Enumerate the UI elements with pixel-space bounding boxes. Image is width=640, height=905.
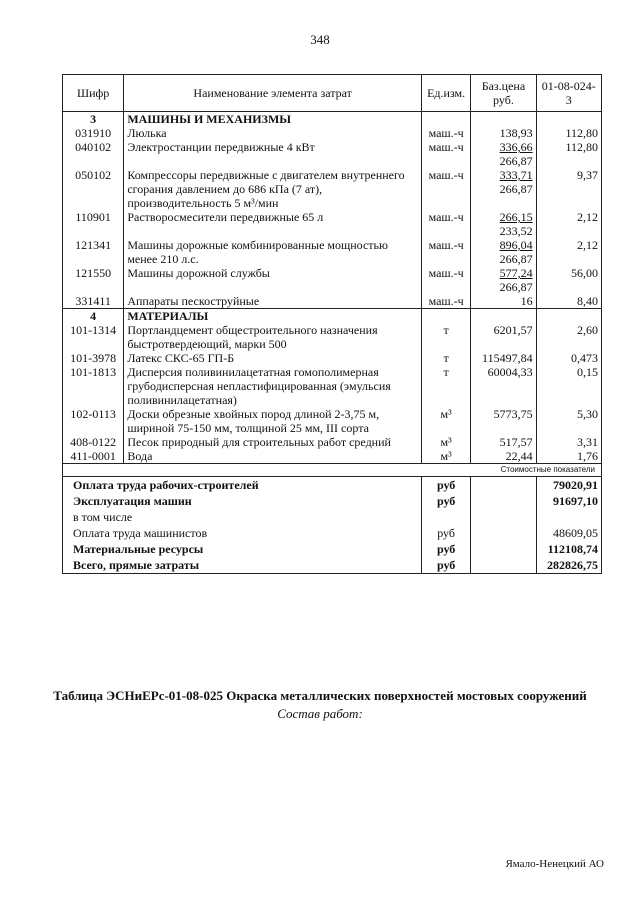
cost-caption: Стоимостные показатели	[63, 464, 602, 477]
next-table-title: Таблица ЭСНиЕРс-01-08-025 Окраска металлических поверхностей мостовых сооружений	[53, 688, 587, 703]
row-value: 112,80	[536, 140, 601, 168]
row-price-base: 266,15	[499, 210, 533, 224]
cost-caption-row	[63, 464, 602, 477]
row-price-base: 5773,75	[493, 407, 533, 421]
summary-row	[63, 525, 602, 541]
summary-empty-cell	[471, 509, 536, 525]
summary-row	[63, 477, 602, 494]
section-empty-cell	[536, 309, 601, 324]
section-empty-cell	[471, 112, 536, 127]
row-unit: маш.-ч	[421, 210, 470, 238]
summary-value: 91697,10	[536, 493, 601, 509]
summary-row	[63, 541, 602, 557]
summary-empty-cell	[471, 557, 536, 574]
footer-region: Ямало-Ненецкий АО	[505, 858, 604, 870]
header-code: Шифр	[63, 75, 124, 112]
table-row	[63, 266, 602, 294]
row-value: 112,80	[536, 126, 601, 140]
header-price: Баз.цена руб.	[471, 75, 536, 112]
row-price	[471, 294, 536, 309]
row-price-base: 336,66	[499, 140, 533, 154]
row-value: 0,15	[536, 365, 601, 407]
row-value: 9,37	[536, 168, 601, 210]
summary-label: Материальные ресурсы	[63, 541, 422, 557]
row-unit: маш.-ч	[421, 140, 470, 168]
row-price-machinist: 266,87	[499, 154, 533, 168]
summary-unit: руб	[421, 557, 470, 574]
row-unit: т	[421, 365, 470, 407]
row-price-base: 6201,57	[493, 323, 533, 337]
section-number: 4	[63, 309, 124, 324]
row-name: Люлька	[124, 126, 422, 140]
row-price	[471, 449, 536, 464]
row-price	[471, 210, 536, 238]
row-price-base: 138,93	[499, 126, 533, 140]
row-price-machinist: 233,52	[499, 224, 533, 238]
row-code: 102-0113	[63, 407, 124, 435]
row-code: 040102	[63, 140, 124, 168]
summary-row	[63, 509, 602, 525]
row-code: 101-1314	[63, 323, 124, 351]
row-price	[471, 351, 536, 365]
row-price-machinist: 266,87	[499, 252, 533, 266]
row-name: Портландцемент общестроительного назначения быстротвердеющий, марки 500	[124, 323, 422, 351]
row-price-base: 333,71	[499, 168, 533, 182]
table-row	[63, 238, 602, 266]
section-empty-cell	[471, 309, 536, 324]
row-price	[471, 168, 536, 210]
row-unit: м³	[421, 435, 470, 449]
section-number: 3	[63, 112, 124, 127]
row-price-base: 60004,33	[487, 365, 533, 379]
row-name: Электростанции передвижные 4 кВт	[124, 140, 422, 168]
row-name: Вода	[124, 449, 422, 464]
table-row	[63, 210, 602, 238]
summary-label: Оплата труда рабочих-строителей	[63, 477, 422, 494]
table-row	[63, 126, 602, 140]
section-row	[63, 309, 602, 324]
table-body	[63, 112, 602, 574]
row-code: 411-0001	[63, 449, 124, 464]
header-unit: Ед.изм.	[421, 75, 470, 112]
row-value: 8,40	[536, 294, 601, 309]
section-empty-cell	[421, 112, 470, 127]
row-unit: маш.-ч	[421, 238, 470, 266]
cost-table	[62, 74, 602, 574]
summary-unit: руб	[421, 541, 470, 557]
row-price-base: 16	[520, 294, 533, 308]
page-number: 348	[310, 32, 330, 47]
row-unit: маш.-ч	[421, 168, 470, 210]
summary-row	[63, 493, 602, 509]
row-code: 050102	[63, 168, 124, 210]
row-unit: маш.-ч	[421, 294, 470, 309]
row-code: 101-1813	[63, 365, 124, 407]
row-price-base: 896,04	[499, 238, 533, 252]
summary-value: 79020,91	[536, 477, 601, 494]
row-price-base: 517,57	[499, 435, 533, 449]
table-row	[63, 449, 602, 464]
row-value: 2,12	[536, 210, 601, 238]
summary-value: 282826,75	[536, 557, 601, 574]
table-row	[63, 294, 602, 309]
summary-label: в том числе	[63, 509, 422, 525]
row-unit: маш.-ч	[421, 266, 470, 294]
row-name: Дисперсия поливинилацетатная гомополимерная грубодисперсная непластифицированная (эмульсия поливинилацетатная)	[124, 365, 422, 407]
section-empty-cell	[536, 112, 601, 127]
table-header-row	[63, 75, 602, 112]
row-value: 3,31	[536, 435, 601, 449]
row-name: Компрессоры передвижные с двигателем внутреннего сгорания давлением до 686 кПа (7 ат), производительность 5 м³/мин	[124, 168, 422, 210]
row-unit: м³	[421, 407, 470, 435]
row-unit: т	[421, 323, 470, 351]
row-value: 0,473	[536, 351, 601, 365]
summary-value: 48609,05	[536, 525, 601, 541]
summary-label: Оплата труда машинистов	[63, 525, 422, 541]
row-price	[471, 140, 536, 168]
summary-label: Всего, прямые затраты	[63, 557, 422, 574]
row-code: 110901	[63, 210, 124, 238]
row-price-base: 577,24	[499, 266, 533, 280]
row-name: Растворосмесители передвижные 65 л	[124, 210, 422, 238]
row-code: 121341	[63, 238, 124, 266]
table-row	[63, 351, 602, 365]
summary-value: 112108,74	[536, 541, 601, 557]
row-price	[471, 126, 536, 140]
summary-value	[536, 509, 601, 525]
row-price-machinist: 266,87	[499, 182, 533, 196]
table-row	[63, 435, 602, 449]
row-price	[471, 365, 536, 407]
row-price	[471, 238, 536, 266]
row-unit: м³	[421, 449, 470, 464]
table-row	[63, 140, 602, 168]
row-price-base: 115497,84	[482, 351, 533, 365]
row-name: Аппараты пескоструйные	[124, 294, 422, 309]
summary-empty-cell	[471, 541, 536, 557]
row-name: Песок природный для строительных работ средний	[124, 435, 422, 449]
summary-unit: руб	[421, 493, 470, 509]
table-row	[63, 168, 602, 210]
row-value: 1,76	[536, 449, 601, 464]
row-price	[471, 323, 536, 351]
row-name: Машины дорожной службы	[124, 266, 422, 294]
row-code: 408-0122	[63, 435, 124, 449]
row-price	[471, 435, 536, 449]
row-code: 101-3978	[63, 351, 124, 365]
section-row	[63, 112, 602, 127]
row-name: Машины дорожные комбинированные мощностью менее 210 л.с.	[124, 238, 422, 266]
row-code: 121550	[63, 266, 124, 294]
summary-empty-cell	[471, 525, 536, 541]
row-name: Доски обрезные хвойных пород длиной 2-3,75 м, шириной 75-150 мм, толщиной 25 мм, III сорта	[124, 407, 422, 435]
table-row	[63, 365, 602, 407]
header-norm: 01-08-024-3	[536, 75, 601, 112]
summary-unit	[421, 509, 470, 525]
summary-empty-cell	[471, 493, 536, 509]
summary-label: Эксплуатация машин	[63, 493, 422, 509]
section-empty-cell	[421, 309, 470, 324]
summary-unit: руб	[421, 525, 470, 541]
row-price-machinist: 266,87	[499, 280, 533, 294]
row-value: 2,12	[536, 238, 601, 266]
row-unit: т	[421, 351, 470, 365]
row-code: 031910	[63, 126, 124, 140]
row-price	[471, 407, 536, 435]
header-name: Наименование элемента затрат	[124, 75, 422, 112]
table-row	[63, 323, 602, 351]
table-row	[63, 407, 602, 435]
row-price	[471, 266, 536, 294]
row-price-base: 22,44	[505, 449, 533, 463]
row-name: Латекс СКС-65 ГП-Б	[124, 351, 422, 365]
summary-empty-cell	[471, 477, 536, 494]
row-value: 56,00	[536, 266, 601, 294]
row-code: 331411	[63, 294, 124, 309]
summary-row	[63, 557, 602, 574]
section-title: МАШИНЫ И МЕХАНИЗМЫ	[124, 112, 422, 127]
next-table-subtitle: Состав работ:	[277, 706, 363, 721]
row-value: 2,60	[536, 323, 601, 351]
summary-unit: руб	[421, 477, 470, 494]
row-unit: маш.-ч	[421, 126, 470, 140]
row-value: 5,30	[536, 407, 601, 435]
section-title: МАТЕРИАЛЫ	[124, 309, 422, 324]
